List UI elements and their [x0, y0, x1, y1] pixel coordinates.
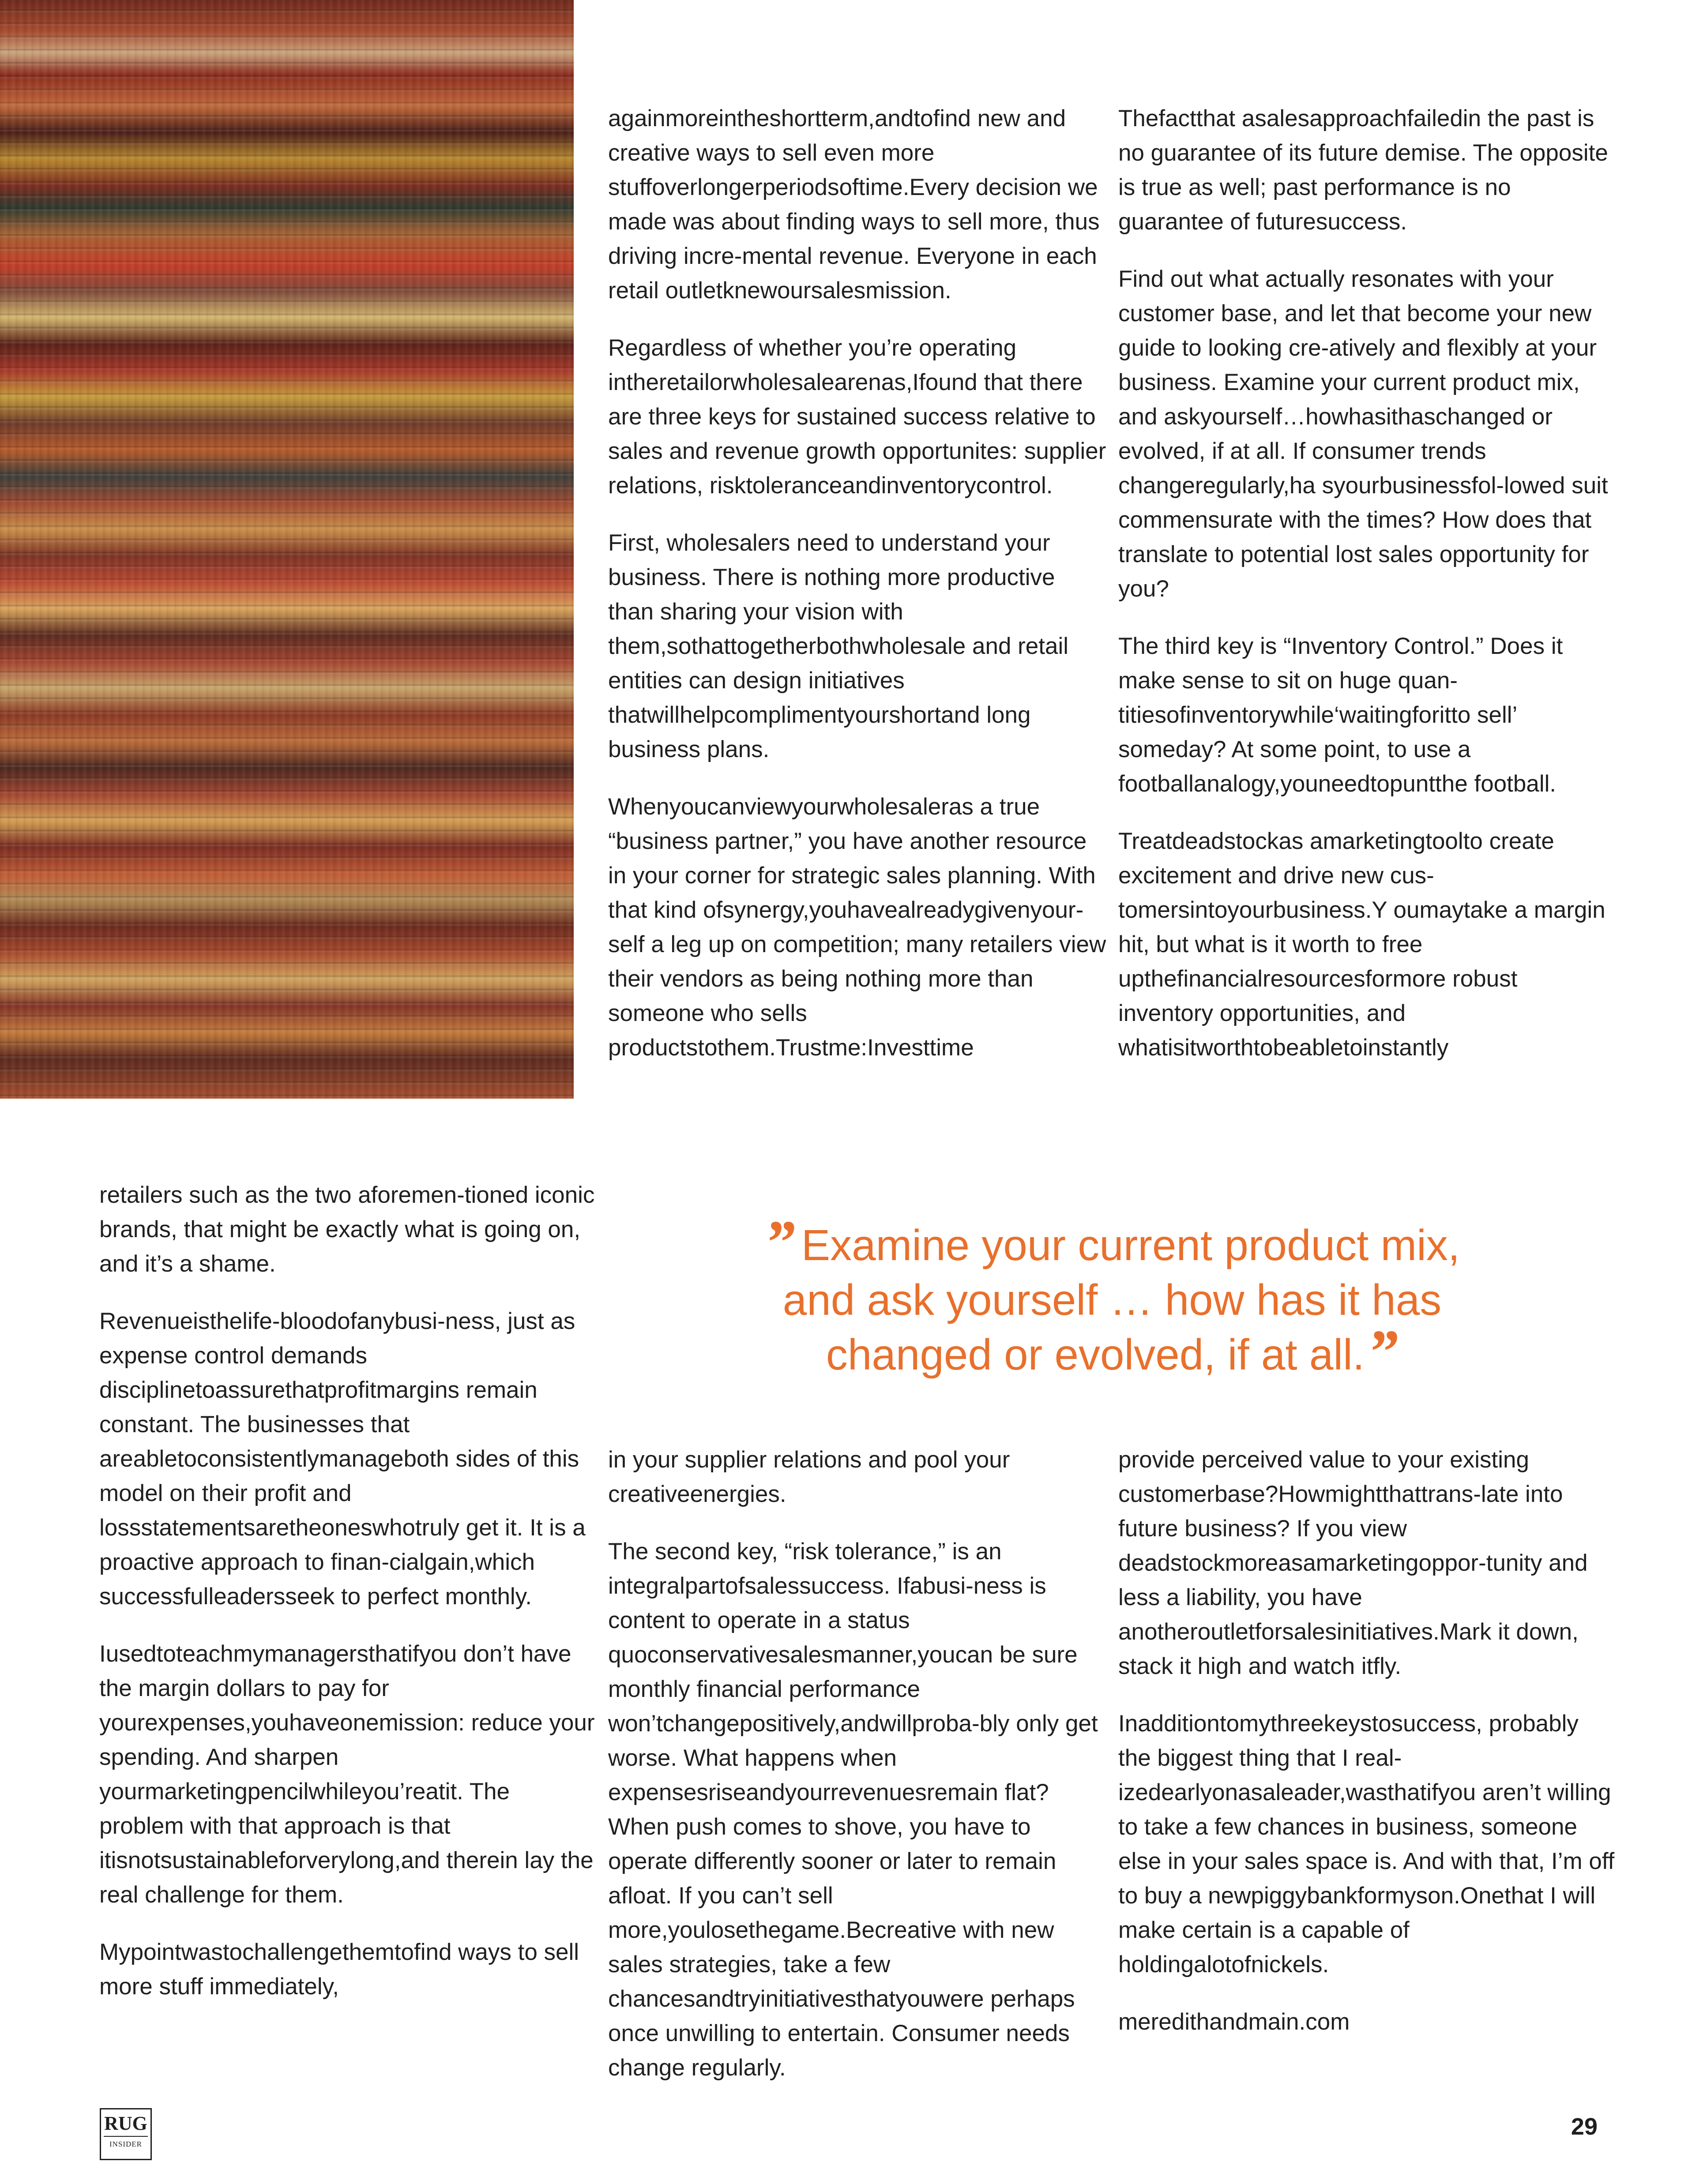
- website-url: meredithandmain.com: [1118, 2009, 1350, 2035]
- paragraph: againmoreintheshortterm,andtofind new and creative ways to sell even more stuffoverlongerperiodsoftime.Every decision we made was about finding ways to sell more, thus driving incre-mental revenue. Everyone in each retail outletknewoursalesmission.: [608, 105, 1100, 304]
- paragraph: Revenueisthelife-bloodofanybusi-ness, just as expense control demands disciplinetoassurethatprofitmargins remain constant. The businesses that areabletoconsistentlymanageboth sides of this model on their profit and lossstatementsaretheoneswhotruly get it. It is a proactive approach to finan-cialgain,which successfulleadersseek to perfect monthly.: [99, 1308, 586, 1610]
- paragraph: Iusedtoteachmymanagersthatifyou don’t have the margin dollars to pay for yourexpenses,youhaveonemission: reduce your spending. And sharpen yourmarketingpencilwhileyou’reatit. The problem with that approach is that itisnotsustainableforverylong,and therein lay the real challenge for them.: [99, 1641, 595, 1908]
- text-column-1: [608, 101, 1107, 1065]
- open-quote-mark: ”: [764, 1208, 795, 1276]
- rug-insider-logo: [100, 2108, 152, 2160]
- rug-stack-photo: [0, 0, 574, 1099]
- pull-quote-line: [662, 1208, 1562, 1276]
- paragraph: The second key, “risk tolerance,” is an integralpartofsalessuccess. Ifabusi-ness is content to operate in a status quoconservativesalesmanner,youcan be sure monthly financial performance won’tchangepositively,andwillproba-bly only get worse. What happens when expensesriseandyourrevenuesremain flat? When push comes to shove, you have to operate differently sooner or later to remain afloat. If you can’t sell more,youlosethegame.Becreative with new sales strategies, take a few chancesandtryinitiativesthatyouwere perhaps once unwilling to entertain. Consumer needs change regularly.: [608, 1539, 1098, 2081]
- paragraph: The third key is “Inventory Control.” Does it make sense to sit on huge quan-titiesofinventorywhile‘waitingforitto sell’ someday? At some point, to use a footballanalogy,youneedtopuntthe football.: [1118, 633, 1563, 797]
- paragraph: Regardless of whether you’re operating intheretailorwholesalearenas,Ifound that there are three keys for sustained success relative to sales and revenue growth opportunites: supplier relations, risktoleranceandinventorycontrol.: [608, 335, 1106, 499]
- paragraph: provide perceived value to your existing customerbase?Howmightthattrans-late into future business? If you view deadstockmoreasamarketingoppor-tunity and less a liability, you have anotheroutletforsalesinitiatives.Mark it down, stack it high and watch itfly.: [1118, 1447, 1588, 1679]
- pull-quote-text: and ask yourself … how has it has: [782, 1276, 1442, 1324]
- text-column-3: [99, 1178, 598, 2004]
- paragraph: Thefactthat asalesapproachfailedin the past is no guarantee of its future demise. The opposite is true as well; past performance is no guarantee of futuresuccess.: [1118, 105, 1608, 235]
- pull-quote-line: [662, 1272, 1562, 1327]
- text-column-4: [608, 1443, 1107, 2085]
- pull-quote: [662, 1208, 1562, 1386]
- paragraph: Treatdeadstockas amarketingtoolto create excitement and drive new cus-tomersintoyourbusiness.Y oumaytake a margin hit, but what is it worth to free upthefinancialresourcesformore robust inventory opportunities, and whatisitworthtobeabletoinstantly: [1118, 828, 1605, 1061]
- pull-quote-line: [662, 1317, 1562, 1386]
- pull-quote-text: Examine your current product mix,: [801, 1221, 1460, 1269]
- paragraph: First, wholesalers need to understand your business. There is nothing more productive than sharing your vision with them,sothattogetherbothwholesale and retail entities can design initiatives thatwillhelpcomplimentyourshortand long business plans.: [608, 530, 1069, 762]
- paragraph: Inadditiontomythreekeystosuccess, probably the biggest thing that I real-izedearlyonasaleader,wasthatifyou aren’t willing to take a few chances in business, someone else in your sales space is. And with that, I’m off to buy a newpiggybankformyson.Onethat I will make certain is a capable of holdingalotofnickels.: [1118, 1711, 1615, 1978]
- pull-quote-text: changed or evolved, if at all.: [826, 1330, 1365, 1379]
- text-column-2: [1118, 101, 1617, 1065]
- logo-wordmark-top: RUG: [104, 2113, 147, 2134]
- paragraph: Find out what actually resonates with your customer base, and let that become your new guide to looking cre-atively and flexibly at your business. Examine your current product mix, and askyourself…howhasithaschanged or evolved, if at all. If consumer trends changeregularly,ha syourbusinessfol-lowed suit commensurate with the times? How does that translate to potential lost sales opportunity for you?: [1118, 266, 1608, 602]
- text-column-5: [1118, 1443, 1617, 2039]
- paragraph: in your supplier relations and pool your creativeenergies.: [608, 1447, 1010, 1507]
- close-quote-mark: ”: [1367, 1317, 1399, 1386]
- logo-wordmark-bottom: INSIDER: [104, 2136, 148, 2149]
- paragraph: retailers such as the two aforemen-tioned iconic brands, that might be exactly what is going on, and it’s a shame.: [99, 1182, 595, 1277]
- paragraph: Whenyoucanviewyourwholesaleras a true “business partner,” you have another resource in your corner for strategic sales planning. With that kind ofsynergy,youhavealreadygivenyour-self a leg up on competition; many retailers view their vendors as being nothing more than someone who sells productstothem.Trustme:Investtime: [608, 794, 1106, 1061]
- page-number: 29: [1571, 2113, 1598, 2140]
- paragraph: Mypointwastochallengethemtofind ways to sell more stuff immediately,: [99, 1939, 579, 2000]
